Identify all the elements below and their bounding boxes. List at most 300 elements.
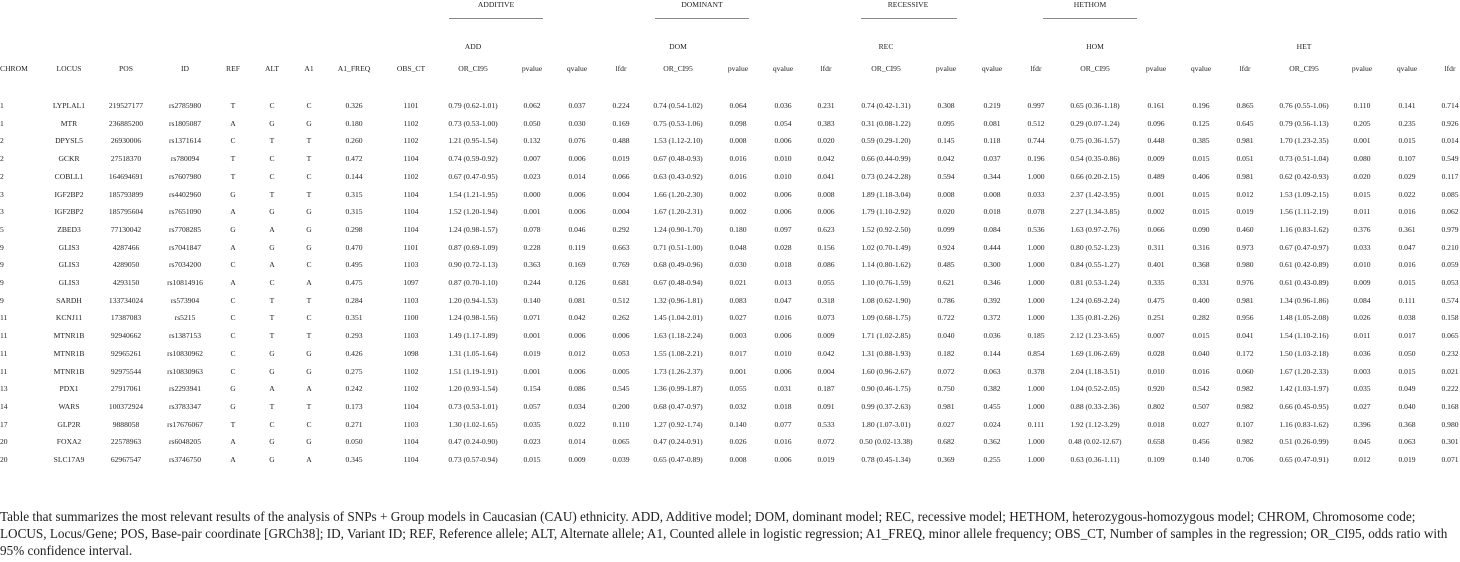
table-cell: 0.31 (0.08-1.22): [861, 119, 911, 128]
table-cell: 0.016: [729, 154, 747, 163]
table-cell: 0.90 (0.72-1.13): [448, 260, 498, 269]
table-cell: 0.006: [568, 207, 586, 216]
column-header: lfdr: [820, 64, 832, 73]
table-cell: 0.251: [1147, 313, 1165, 322]
table-cell: 0.308: [937, 101, 955, 110]
table-cell: 1101: [403, 243, 419, 252]
group-header-recessive: RECESSIVE: [887, 0, 929, 9]
table-cell: 1097: [403, 278, 419, 287]
table-cell: 0.099: [937, 225, 955, 234]
table-cell: 0.786: [937, 296, 955, 305]
table-cell: 0.920: [1147, 384, 1165, 393]
table-cell: 1.27 (0.92-1.74): [653, 420, 703, 429]
table-cell: 0.053: [1441, 278, 1459, 287]
table-cell: 0.047: [774, 296, 792, 305]
table-cell: 0.180: [729, 225, 747, 234]
table-cell: G: [269, 455, 275, 464]
table-cell: 0.54 (0.35-0.86): [1070, 154, 1120, 163]
table-cell: C: [306, 260, 312, 269]
table-cell: 0.062: [523, 101, 541, 110]
table-cell: 0.109: [1147, 455, 1165, 464]
table-cell: rs6048205: [168, 437, 202, 446]
table-cell: 0.981: [1236, 296, 1254, 305]
table-cell: 0.744: [1027, 136, 1045, 145]
table-cell: 0.066: [1147, 225, 1165, 234]
column-header: REF: [226, 64, 240, 73]
table-cell: 0.066: [612, 172, 630, 181]
table-cell: 92965261: [110, 349, 142, 358]
table-cell: 0.472: [345, 154, 363, 163]
group-header-dominant: DOMINANT: [681, 0, 723, 9]
table-cell: 0.533: [817, 420, 835, 429]
table-cell: T: [230, 101, 236, 110]
table-cell: 0.78 (0.45-1.34): [861, 455, 911, 464]
table-cell: 1.31 (0.88-1.93): [861, 349, 911, 358]
table-cell: 0.013: [774, 278, 792, 287]
table-cell: 0.59 (0.29-1.20): [861, 136, 911, 145]
table-cell: 1.24 (0.98-1.56): [448, 313, 498, 322]
table-cell: G: [306, 349, 312, 358]
table-cell: 27518370: [110, 154, 142, 163]
table-cell: 1.56 (1.11-2.19): [1279, 207, 1329, 216]
table-cell: 0.205: [1353, 119, 1371, 128]
table-cell: 0.035: [1353, 384, 1371, 393]
table-cell: 133734024: [108, 296, 144, 305]
table-cell: 0.172: [1236, 349, 1254, 358]
table-cell: 0.027: [937, 420, 955, 429]
table-cell: 0.111: [1398, 296, 1416, 305]
table-cell: 0.401: [1147, 260, 1165, 269]
table-cell: 0.026: [729, 437, 747, 446]
table-cell: 0.057: [523, 402, 541, 411]
column-header: OR_CI95: [871, 64, 901, 73]
table-cell: 0.072: [937, 367, 955, 376]
table-cell: 0.006: [568, 367, 586, 376]
table-cell: 0.369: [937, 455, 955, 464]
table-cell: 20: [0, 437, 8, 446]
table-cell: 0.182: [937, 349, 955, 358]
table-cell: 0.980: [1441, 420, 1459, 429]
table-cell: 0.001: [523, 207, 541, 216]
table-cell: T: [230, 420, 236, 429]
table-cell: 1.32 (0.96-1.81): [653, 296, 703, 305]
table-cell: 0.714: [1441, 101, 1459, 110]
table-cell: 4287466: [112, 243, 140, 252]
table-cell: 0.769: [612, 260, 630, 269]
table-cell: 0.006: [568, 154, 586, 163]
table-cell: WARS: [58, 402, 80, 411]
table-cell: 0.045: [1353, 437, 1371, 446]
table-cell: 0.030: [729, 260, 747, 269]
table-cell: 0.010: [774, 349, 792, 358]
table-cell: IGF2BP2: [54, 190, 84, 199]
table-cell: 0.018: [1147, 420, 1165, 429]
table-cell: 0.154: [523, 384, 541, 393]
table-cell: 0.015: [1353, 190, 1371, 199]
table-cell: 0.073: [817, 313, 835, 322]
table-cell: 11: [0, 331, 8, 340]
table-cell: 0.292: [612, 225, 630, 234]
table-cell: 1103: [403, 420, 419, 429]
table-cell: 1.000: [1027, 402, 1045, 411]
table-cell: 0.002: [729, 190, 747, 199]
table-cell: C: [230, 367, 236, 376]
table-cell: 0.67 (0.47-0.97): [1279, 243, 1329, 252]
column-header: POS: [119, 64, 133, 73]
table-cell: 1.49 (1.17-1.89): [448, 331, 498, 340]
table-cell: 0.006: [568, 190, 586, 199]
table-cell: 0.078: [1027, 207, 1045, 216]
table-cell: 0.028: [1147, 349, 1165, 358]
table-cell: 0.050: [1398, 349, 1416, 358]
table-cell: 0.011: [1353, 331, 1371, 340]
table-cell: 0.040: [1192, 349, 1210, 358]
table-cell: 4289050: [112, 260, 140, 269]
table-cell: 1104: [403, 437, 419, 446]
table-cell: 0.021: [1441, 367, 1459, 376]
table-cell: SLC17A9: [53, 455, 85, 464]
table-cell: 0.75 (0.53-1.06): [653, 119, 703, 128]
table-cell: 3: [0, 190, 4, 199]
table-cell: 0.455: [983, 402, 1001, 411]
table-cell: 0.110: [612, 420, 630, 429]
table-cell: 0.48 (0.02-12.67): [1068, 437, 1122, 446]
table-cell: 0.008: [729, 136, 747, 145]
table-cell: 0.009: [568, 455, 586, 464]
group-rule-dominant: [655, 18, 749, 19]
table-cell: 0.001: [729, 367, 747, 376]
table-cell: 0.009: [1353, 278, 1371, 287]
table-cell: 1.31 (1.05-1.64): [448, 349, 498, 358]
table-cell: 1.16 (0.83-1.62): [1279, 225, 1329, 234]
table-cell: 0.008: [729, 455, 747, 464]
table-cell: 0.017: [1398, 331, 1416, 340]
table-cell: 0.67 (0.48-0.93): [653, 154, 703, 163]
table-cell: 0.196: [1192, 101, 1210, 110]
table-cell: 1.000: [1027, 243, 1045, 252]
table-cell: 0.426: [345, 349, 363, 358]
table-cell: 0.065: [612, 437, 630, 446]
table-cell: 1102: [403, 136, 419, 145]
table-cell: 0.262: [612, 313, 630, 322]
table-cell: 0.019: [523, 349, 541, 358]
table-cell: 0.140: [1192, 455, 1210, 464]
table-cell: 0.006: [568, 331, 586, 340]
table-cell: 0.007: [523, 154, 541, 163]
table-cell: 0.008: [937, 190, 955, 199]
table-cell: 0.126: [568, 278, 586, 287]
table-cell: 92975544: [110, 367, 142, 376]
table-cell: 0.026: [1353, 313, 1371, 322]
table-cell: 0.002: [729, 207, 747, 216]
table-cell: 1.09 (0.68-1.75): [861, 313, 911, 322]
table-cell: 1101: [403, 101, 419, 110]
table-cell: 0.019: [612, 154, 630, 163]
table-cell: 100372924: [108, 402, 144, 411]
table-cell: 0.063: [1398, 437, 1416, 446]
table-cell: 219527177: [108, 101, 144, 110]
model-header-add: ADD: [464, 42, 482, 51]
table-cell: 0.489: [1147, 172, 1165, 181]
table-cell: 1.000: [1027, 296, 1045, 305]
table-cell: 0.219: [983, 101, 1001, 110]
table-cell: 2.04 (1.18-3.51): [1070, 367, 1120, 376]
table-cell: 0.475: [1147, 296, 1165, 305]
table-cell: 1: [0, 101, 4, 110]
table-cell: 0.222: [1441, 384, 1459, 393]
table-cell: 0.536: [1027, 225, 1045, 234]
table-cell: 0.368: [1398, 420, 1416, 429]
column-header: OR_CI95: [1080, 64, 1110, 73]
table-cell: 0.331: [1192, 278, 1210, 287]
table-cell: 1.000: [1027, 172, 1045, 181]
table-cell: 0.041: [817, 172, 835, 181]
table-cell: 0.042: [817, 154, 835, 163]
table-cell: 0.368: [1192, 260, 1210, 269]
table-cell: 1.66 (1.20-2.30): [653, 190, 703, 199]
table-cell: 1104: [403, 207, 419, 216]
table-cell: 0.169: [612, 119, 630, 128]
table-cell: 1.45 (1.04-2.01): [653, 313, 703, 322]
table-cell: 0.545: [612, 384, 630, 393]
table-cell: T: [306, 402, 312, 411]
column-header: OR_CI95: [458, 64, 488, 73]
table-cell: 17: [0, 420, 8, 429]
table-cell: KCNJ11: [55, 313, 83, 322]
table-cell: 0.012: [1236, 190, 1254, 199]
table-cell: 1.52 (1.20-1.94): [448, 207, 498, 216]
table-cell: 0.65 (0.47-0.89): [653, 455, 703, 464]
table-cell: T: [269, 313, 275, 322]
table-cell: rs7034200: [168, 260, 202, 269]
table-cell: 0.75 (0.36-1.57): [1070, 136, 1120, 145]
table-cell: 0.301: [1441, 437, 1459, 446]
table-cell: 9: [0, 296, 4, 305]
table-cell: 0.981: [1236, 136, 1254, 145]
table-cell: 4293150: [112, 278, 140, 287]
table-cell: 1104: [403, 154, 419, 163]
table-cell: C: [230, 136, 236, 145]
column-header: A1_FREQ: [337, 64, 371, 73]
table-cell: 0.060: [1236, 367, 1254, 376]
table-cell: 0.050: [345, 437, 363, 446]
table-cell: 0.706: [1236, 455, 1254, 464]
table-cell: G: [306, 207, 312, 216]
table-cell: 0.981: [1236, 172, 1254, 181]
table-cell: 0.495: [345, 260, 363, 269]
table-cell: 0.228: [523, 243, 541, 252]
table-cell: 0.196: [1027, 154, 1045, 163]
table-cell: 1.48 (1.05-2.08): [1279, 313, 1329, 322]
table-cell: 20: [0, 455, 8, 464]
table-cell: 0.117: [1441, 172, 1459, 181]
table-cell: 0.038: [1398, 313, 1416, 322]
column-header: qvalue: [566, 64, 588, 73]
table-cell: 0.009: [1147, 154, 1165, 163]
table-cell: 0.047: [1398, 243, 1416, 252]
group-header-additive: ADDITIVE: [477, 0, 515, 9]
table-cell: GLIS3: [58, 243, 80, 252]
table-cell: 0.161: [1147, 101, 1165, 110]
table-cell: 0.091: [817, 402, 835, 411]
table-cell: 1.10 (0.76-1.59): [861, 278, 911, 287]
table-cell: 0.096: [1147, 119, 1165, 128]
table-cell: 0.027: [1353, 402, 1371, 411]
table-cell: 0.080: [1353, 154, 1371, 163]
table-cell: MTNR1B: [53, 349, 85, 358]
table-cell: 1.69 (1.06-2.69): [1070, 349, 1120, 358]
table-cell: 185795604: [108, 207, 144, 216]
column-header: lfdr: [1444, 64, 1456, 73]
table-cell: 0.156: [817, 243, 835, 252]
table-cell: 0.681: [612, 278, 630, 287]
table-cell: 164694691: [108, 172, 144, 181]
table-cell: 0.187: [817, 384, 835, 393]
table-cell: 0.293: [345, 331, 363, 340]
table-cell: G: [230, 384, 236, 393]
table-cell: 1.92 (1.12-3.29): [1070, 420, 1120, 429]
table-cell: rs1387153: [168, 331, 202, 340]
table-cell: 0.507: [1192, 402, 1210, 411]
table-cell: 11: [0, 367, 8, 376]
table-cell: 1.53 (1.09-2.15): [1279, 190, 1329, 199]
table-cell: 1.52 (0.92-2.50): [861, 225, 911, 234]
column-header: lfdr: [1030, 64, 1042, 73]
table-cell: 0.014: [568, 437, 586, 446]
table-cell: 0.65 (0.36-1.18): [1070, 101, 1120, 110]
table-cell: 0.016: [774, 313, 792, 322]
table-cell: 0.378: [1027, 367, 1045, 376]
table-cell: C: [306, 172, 312, 181]
table-cell: 0.406: [1192, 172, 1210, 181]
table-cell: 2: [0, 172, 4, 181]
column-header: pvalue: [1145, 64, 1167, 73]
table-cell: 1100: [403, 313, 419, 322]
table-cell: DPYSL5: [55, 136, 83, 145]
table-cell: 13: [0, 384, 8, 393]
table-cell: 0.73 (0.51-1.04): [1279, 154, 1329, 163]
table-cell: 0.012: [568, 349, 586, 358]
column-header: pvalue: [521, 64, 543, 73]
table-cell: 0.040: [1398, 402, 1416, 411]
table-cell: 0.006: [774, 331, 792, 340]
table-cell: 1.000: [1027, 278, 1045, 287]
table-cell: 0.87 (0.69-1.09): [448, 243, 498, 252]
table-cell: 77130042: [110, 225, 142, 234]
table-cell: 1104: [403, 190, 419, 199]
table-cell: 0.020: [817, 136, 835, 145]
table-cell: 0.042: [937, 154, 955, 163]
table-cell: 0.027: [729, 313, 747, 322]
table-cell: 0.005: [612, 367, 630, 376]
table-cell: 1.21 (0.95-1.54): [448, 136, 498, 145]
table-cell: 1.55 (1.08-2.21): [653, 349, 703, 358]
table-cell: 0.003: [1353, 367, 1371, 376]
table-cell: 0.019: [1236, 207, 1254, 216]
table-cell: 0.74 (0.42-1.31): [861, 101, 911, 110]
table-cell: 0.059: [1441, 260, 1459, 269]
table-cell: A: [306, 278, 312, 287]
table-cell: 0.298: [345, 225, 363, 234]
table-cell: 0.318: [817, 296, 835, 305]
column-header: OR_CI95: [663, 64, 693, 73]
table-cell: 0.050: [523, 119, 541, 128]
table-cell: 1.79 (1.10-2.92): [861, 207, 911, 216]
table-cell: 0.011: [1353, 207, 1371, 216]
table-cell: 0.67 (0.48-0.94): [653, 278, 703, 287]
table-cell: 0.235: [1398, 119, 1416, 128]
table-cell: 0.73 (0.24-2.28): [861, 172, 911, 181]
table-cell: 0.008: [983, 190, 1001, 199]
table-cell: 0.107: [1398, 154, 1416, 163]
table-cell: 0.022: [1398, 190, 1416, 199]
table-cell: rs1371614: [168, 136, 202, 145]
table-cell: 1103: [403, 331, 419, 340]
table-cell: 1102: [403, 384, 419, 393]
table-cell: 0.125: [1192, 119, 1210, 128]
table-cell: 0.118: [983, 136, 1001, 145]
table-cell: 236885200: [108, 119, 144, 128]
table-cell: PDX1: [59, 384, 79, 393]
table-cell: MTR: [60, 119, 78, 128]
table-cell: rs10830963: [167, 367, 203, 376]
table-cell: 0.74 (0.59-0.92): [448, 154, 498, 163]
table-cell: 0.111: [1027, 420, 1045, 429]
table-cell: 0.010: [1353, 260, 1371, 269]
table-cell: 0.010: [774, 172, 792, 181]
table-cell: 0.015: [1398, 367, 1416, 376]
table-cell: 1098: [403, 349, 419, 358]
table-cell: C: [306, 313, 312, 322]
table-cell: 14: [0, 402, 8, 411]
table-cell: 1.63 (1.18-2.24): [653, 331, 703, 340]
table-cell: 0.041: [1236, 331, 1254, 340]
table-cell: A: [230, 119, 236, 128]
table-cell: 0.086: [568, 384, 586, 393]
table-cell: 27917061: [110, 384, 142, 393]
table-cell: 0.132: [523, 136, 541, 145]
table-cell: T: [230, 154, 236, 163]
table-cell: 0.180: [345, 119, 363, 128]
table-cell: 0.051: [1236, 154, 1254, 163]
table-cell: rs7708285: [168, 225, 202, 234]
table-cell: 0.007: [1147, 331, 1165, 340]
model-header-hom: HOM: [1086, 42, 1104, 51]
table-cell: 0.956: [1236, 313, 1254, 322]
table-cell: 0.67 (0.47-0.95): [448, 172, 498, 181]
table-cell: 0.022: [568, 420, 586, 429]
table-cell: 0.385: [1192, 136, 1210, 145]
table-cell: C: [306, 420, 312, 429]
table-cell: 1.000: [1027, 455, 1045, 464]
table-cell: 0.004: [612, 207, 630, 216]
table-cell: 9: [0, 260, 4, 269]
table-cell: 0.244: [523, 278, 541, 287]
table-cell: rs2785980: [168, 101, 202, 110]
table-cell: C: [230, 313, 236, 322]
table-cell: 0.663: [612, 243, 630, 252]
table-cell: 1104: [403, 225, 419, 234]
table-cell: 3: [0, 207, 4, 216]
table-cell: 0.185: [1027, 331, 1045, 340]
table-cell: 0.054: [774, 119, 792, 128]
table-cell: 0.016: [729, 172, 747, 181]
table-cell: rs7041847: [168, 243, 202, 252]
table-cell: 2: [0, 154, 4, 163]
table-cell: C: [269, 172, 275, 181]
table-cell: 0.594: [937, 172, 955, 181]
table-cell: 0.460: [1236, 225, 1254, 234]
